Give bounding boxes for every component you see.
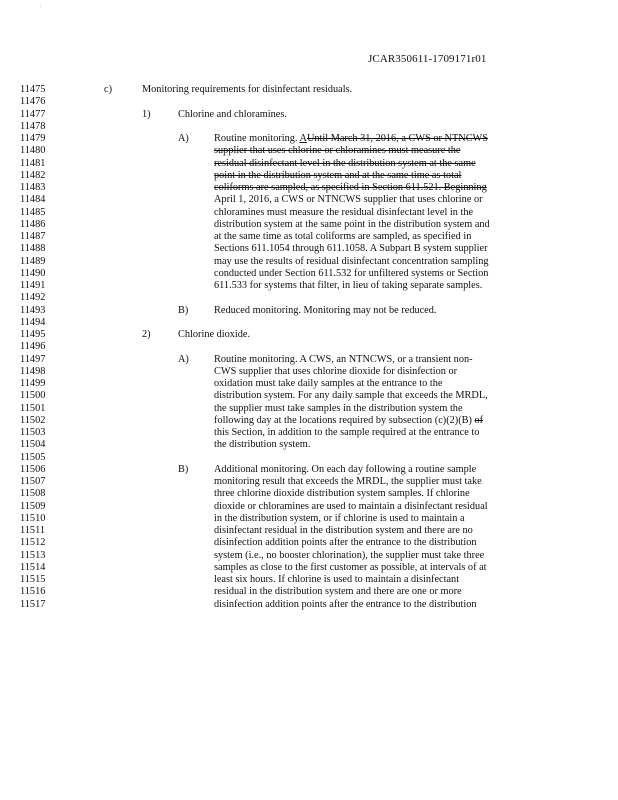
line-number: 11507 — [20, 476, 46, 487]
line-number: 11490 — [20, 267, 46, 279]
line-number: 11500 — [20, 390, 46, 402]
text-run: CWS supplier that uses chlorine dioxide for disinfection or — [214, 365, 458, 377]
text-run: monitoring result that exceeds the MRDL, the supplier must take — [214, 476, 482, 487]
text-run: the distribution system. — [214, 439, 311, 451]
line-number: 11488 — [20, 243, 46, 255]
subsection-label: B) — [178, 463, 189, 475]
subsection-label: A) — [178, 353, 189, 365]
text-run: the supplier must take samples in the distribution system the — [214, 402, 463, 414]
text-run: dioxide or chloramines are used to maintain a disinfectant residual — [214, 500, 488, 512]
text-run: distribution system. For any daily sample that exceeds the MRDL, — [214, 390, 488, 402]
text-run: may use the results of residual disinfectant concentration sampling — [214, 255, 489, 267]
line-number: 11497 — [20, 353, 46, 365]
line-number: 11492 — [20, 292, 46, 304]
line-number: 11487 — [20, 231, 46, 242]
text-run: Routine monitoring. A CWS, an NTNCWS, or a transient non- — [214, 353, 473, 365]
line-text — [214, 550, 484, 562]
line-text — [214, 145, 461, 157]
line-text — [214, 366, 457, 378]
line-text — [214, 354, 473, 366]
line-text — [214, 231, 471, 243]
line-text — [214, 170, 461, 182]
text-run: Reduced monitoring. Monitoring may not be reduced. — [214, 304, 437, 316]
line-number: 11502 — [20, 414, 46, 426]
line-number: 11505 — [20, 451, 46, 463]
line-number: 11477 — [20, 108, 46, 120]
text-run: distribution system at the same point in the distribution system and — [214, 218, 490, 230]
text-run: disinfection addition points after the entrance to the distribution — [214, 598, 477, 610]
line-text — [214, 243, 488, 255]
line-number: 11475 — [20, 84, 46, 95]
line-number: 11515 — [20, 574, 46, 585]
line-text — [214, 158, 476, 170]
text-run: in the distribution system, or if chlorine is used to maintain a — [214, 512, 465, 524]
line-number: 11482 — [20, 169, 46, 181]
line-text — [214, 525, 473, 537]
line-text — [214, 207, 473, 219]
line-number: 11501 — [20, 402, 46, 414]
subsection-label: 1) — [142, 108, 151, 120]
text-run: samples as close to the first customer as possible, at intervals of at — [214, 561, 487, 573]
subsection-label: B) — [178, 304, 189, 316]
line-number: 11514 — [20, 561, 46, 573]
subsection-label: c) — [104, 84, 112, 95]
line-number: 11496 — [20, 341, 46, 353]
line-number: 11504 — [20, 439, 46, 451]
line-text — [214, 427, 479, 439]
struck-text: of — [474, 414, 484, 426]
inserted-text: A — [299, 133, 307, 144]
line-text — [214, 378, 442, 390]
line-number: 11498 — [20, 365, 46, 377]
text-run: Routine monitoring. — [214, 133, 300, 144]
line-number: 11481 — [20, 157, 46, 169]
line-text — [178, 329, 250, 341]
struck-text: Until March 31, 2016, a CWS or NTNCWS — [306, 133, 489, 144]
text-run: conducted under Section 611.532 for unfiltered systems or Section — [214, 267, 489, 279]
subsection-label: 2) — [142, 329, 151, 340]
line-text — [214, 562, 487, 574]
line-text — [214, 488, 470, 500]
document-id-header: JCAR350611-1709171r01 — [368, 53, 487, 65]
line-number: 11493 — [20, 304, 46, 316]
line-text — [214, 464, 476, 476]
line-number: 11516 — [20, 586, 46, 598]
text-run: Additional monitoring. On each day following a routine sample — [214, 463, 477, 475]
line-text — [214, 256, 489, 268]
line-text — [214, 133, 488, 145]
text-run: system (i.e., no booster chlorination), the supplier must take three — [214, 549, 485, 561]
text-run: 611.533 for systems that filter, in lieu of taking separate samples. — [214, 280, 483, 291]
line-number: 11511 — [20, 525, 45, 536]
line-text — [214, 305, 436, 317]
line-text — [214, 574, 459, 586]
line-text — [214, 513, 465, 525]
text-run: disinfectant residual in the distribution system and there are no — [214, 525, 473, 536]
text-run: disinfection addition points after the entrance to the distribution — [214, 537, 477, 549]
line-text — [214, 476, 482, 488]
text-run: this Section, in addition to the sample required at the entrance to — [214, 427, 480, 438]
line-number: 11517 — [20, 598, 46, 610]
line-text — [214, 501, 488, 513]
line-number: 11478 — [20, 120, 46, 132]
line-number: 11476 — [20, 96, 46, 108]
line-number: 11513 — [20, 549, 46, 561]
line-number: 11494 — [20, 316, 46, 328]
line-number: 11483 — [20, 182, 46, 193]
line-number: 11495 — [20, 329, 46, 340]
line-text — [214, 403, 463, 415]
line-number: 11509 — [20, 500, 46, 512]
line-number: 11485 — [20, 206, 46, 218]
line-text — [178, 109, 287, 121]
text-run: at the same time as total coliforms are sampled, as specified in — [214, 231, 472, 242]
text-run: chloramines must measure the residual disinfectant level in the — [214, 206, 474, 218]
line-text — [214, 280, 482, 292]
line-number: 11499 — [20, 378, 46, 389]
text-run: Monitoring requirements for disinfectant residuals. — [142, 84, 353, 95]
corner-mark: ' — [40, 4, 42, 13]
line-text — [214, 390, 488, 402]
line-number: 11510 — [20, 512, 46, 524]
line-number: 11508 — [20, 488, 46, 500]
line-number: 11491 — [20, 280, 46, 291]
struck-text: supplier that uses chlorine or chloramines must measure the — [214, 145, 461, 157]
line-text — [214, 586, 462, 598]
struck-text: residual disinfectant level in the distribution system at the same — [214, 157, 476, 169]
line-text — [214, 599, 477, 611]
struck-text: coliforms are sampled, as specified in Section 611.521. Beginning — [214, 182, 487, 193]
text-run: Sections 611.1054 through 611.1058. A Subpart B system supplier — [214, 243, 488, 255]
line-number: 11512 — [20, 537, 46, 549]
line-number: 11489 — [20, 255, 46, 267]
text-run: Chlorine and chloramines. — [178, 108, 287, 120]
line-number: 11486 — [20, 218, 46, 230]
line-number: 11484 — [20, 194, 46, 206]
line-number: 11479 — [20, 133, 46, 144]
line-text — [214, 415, 483, 427]
line-number: 11506 — [20, 463, 46, 475]
line-text — [142, 84, 352, 96]
line-text — [214, 182, 487, 194]
line-text — [214, 439, 310, 451]
text-run: residual in the distribution system and there are one or more — [214, 586, 462, 598]
line-number: 11480 — [20, 145, 46, 157]
text-run: oxidation must take daily samples at the entrance to the — [214, 378, 443, 389]
subsection-label: A) — [178, 133, 189, 144]
text-run: April 1, 2016, a CWS or NTNCWS supplier that uses chlorine or — [214, 194, 483, 206]
line-text — [214, 219, 490, 231]
text-run: following day at the locations required by subsection (c)(2)(B) — [214, 414, 475, 426]
text-run: three chlorine dioxide distribution system samples. If chlorine — [214, 488, 470, 500]
line-text — [214, 268, 488, 280]
line-text — [214, 194, 483, 206]
text-run: Chlorine dioxide. — [178, 329, 251, 340]
line-number: 11503 — [20, 427, 46, 438]
line-text — [214, 537, 477, 549]
struck-text: point in the distribution system and at the same time as total — [214, 169, 462, 181]
text-run: least six hours. If chlorine is used to maintain a disinfectant — [214, 574, 460, 585]
